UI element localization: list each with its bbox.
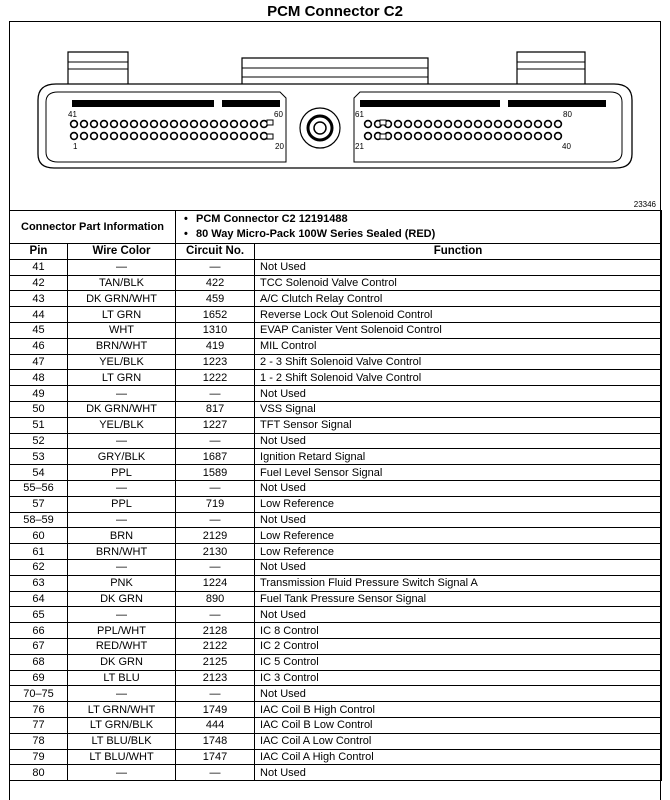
- pin-cavity: [91, 133, 98, 140]
- pin-cell: 77: [10, 717, 68, 733]
- pin-cavity: [151, 133, 158, 140]
- pin-cavity: [191, 121, 198, 128]
- wire-color-cell: BRN: [68, 528, 176, 544]
- table-row: [10, 465, 662, 481]
- pin-cavity: [465, 133, 472, 140]
- circuit-cell: 459: [176, 291, 255, 307]
- wire-color-cell: —: [68, 433, 176, 449]
- wire-color-cell: BRN/WHT: [68, 544, 176, 560]
- col-header-pin: Pin: [10, 244, 68, 260]
- function-cell: Reverse Lock Out Solenoid Control: [255, 307, 662, 323]
- table-row: [10, 575, 662, 591]
- table-row: [10, 591, 662, 607]
- table-row: [10, 654, 662, 670]
- pin-cell: 44: [10, 307, 68, 323]
- table-row: [10, 512, 662, 528]
- pin-cavity: [131, 121, 138, 128]
- table-row: [10, 528, 662, 544]
- pin-cavity: [261, 133, 268, 140]
- pin-cavity: [415, 121, 422, 128]
- pin-cavity: [555, 121, 562, 128]
- pin-cavity: [141, 121, 148, 128]
- table-row: [10, 370, 662, 386]
- table-row: [10, 354, 662, 370]
- pin-cell: 69: [10, 670, 68, 686]
- pin-cavity: [251, 121, 258, 128]
- function-cell: Fuel Level Sensor Signal: [255, 465, 662, 481]
- figure-number: 23346: [633, 200, 656, 209]
- function-cell: Not Used: [255, 512, 662, 528]
- circuit-cell: 1687: [176, 449, 255, 465]
- pin-cavity: [415, 133, 422, 140]
- function-cell: Not Used: [255, 765, 662, 781]
- wire-color-cell: LT GRN/WHT: [68, 702, 176, 718]
- pin-cell: 55–56: [10, 480, 68, 496]
- pin-cavity: [455, 133, 462, 140]
- pin-cell: 52: [10, 433, 68, 449]
- wire-color-cell: BRN/WHT: [68, 338, 176, 354]
- pin-cavity: [101, 121, 108, 128]
- pin-cavity: [435, 121, 442, 128]
- pin-cavity: [495, 121, 502, 128]
- function-cell: Not Used: [255, 607, 662, 623]
- wire-color-cell: —: [68, 512, 176, 528]
- pin-cell: 50: [10, 401, 68, 417]
- pin-label-20: 20: [275, 142, 284, 151]
- pin-cavity: [71, 121, 78, 128]
- pin-cell: 45: [10, 322, 68, 338]
- circuit-cell: 1749: [176, 702, 255, 718]
- pin-cavity: [141, 133, 148, 140]
- table-row: [10, 291, 662, 307]
- pin-cavity: [405, 133, 412, 140]
- pin-cavity: [515, 133, 522, 140]
- pin-cell: 65: [10, 607, 68, 623]
- pin-cavity: [405, 121, 412, 128]
- table-row: [10, 749, 662, 765]
- function-cell: Ignition Retard Signal: [255, 449, 662, 465]
- function-cell: IC 5 Control: [255, 654, 662, 670]
- pin-cell: 79: [10, 749, 68, 765]
- pin-label-61: 61: [355, 110, 364, 119]
- table-header-row: [10, 244, 662, 260]
- function-cell: Low Reference: [255, 496, 662, 512]
- pin-cell: 54: [10, 465, 68, 481]
- left-keying-bar: [72, 100, 214, 107]
- pin-cavity: [81, 121, 88, 128]
- circuit-cell: 1652: [176, 307, 255, 323]
- pin-cell: 76: [10, 702, 68, 718]
- wire-color-cell: —: [68, 259, 176, 275]
- wire-color-cell: —: [68, 559, 176, 575]
- function-cell: Not Used: [255, 259, 662, 275]
- pin-cell: 46: [10, 338, 68, 354]
- pin-cavity: [475, 133, 482, 140]
- pin-cell: 66: [10, 623, 68, 639]
- wire-color-cell: LT GRN/BLK: [68, 717, 176, 733]
- pin-cell: 78: [10, 733, 68, 749]
- table-row: [10, 733, 662, 749]
- table-row: [10, 307, 662, 323]
- table-row: [10, 702, 662, 718]
- function-cell: TCC Solenoid Valve Control: [255, 275, 662, 291]
- wire-color-cell: RED/WHT: [68, 638, 176, 654]
- pinout-table: [9, 210, 662, 781]
- circuit-cell: —: [176, 607, 255, 623]
- function-cell: IAC Coil B High Control: [255, 702, 662, 718]
- pin-cavity: [365, 133, 372, 140]
- pin-cavity: [71, 133, 78, 140]
- function-cell: MIL Control: [255, 338, 662, 354]
- pin-cavity: [151, 121, 158, 128]
- pin-cavity: [505, 133, 512, 140]
- pin-cavity: [121, 121, 128, 128]
- table-row: [10, 623, 662, 639]
- table-row: [10, 638, 662, 654]
- pin-cavity: [445, 121, 452, 128]
- pin-label-41: 41: [68, 110, 77, 119]
- pin-cavity: [231, 133, 238, 140]
- wire-color-cell: LT BLU/BLK: [68, 733, 176, 749]
- pin-cavity: [241, 133, 248, 140]
- wire-color-cell: TAN/BLK: [68, 275, 176, 291]
- circuit-cell: —: [176, 386, 255, 402]
- pin-cell: 62: [10, 559, 68, 575]
- wire-color-cell: DK GRN/WHT: [68, 401, 176, 417]
- pin-cell: 47: [10, 354, 68, 370]
- circuit-cell: 2123: [176, 670, 255, 686]
- function-cell: Transmission Fluid Pressure Switch Signal A: [255, 575, 662, 591]
- pin-cavity: [111, 121, 118, 128]
- pin-cell: 61: [10, 544, 68, 560]
- pin-cavity: [395, 133, 402, 140]
- table-row: [10, 686, 662, 702]
- circuit-cell: 719: [176, 496, 255, 512]
- right-latch-tab: [517, 52, 585, 84]
- wire-color-cell: LT BLU/WHT: [68, 749, 176, 765]
- pin-cell: 63: [10, 575, 68, 591]
- pin-cavity: [181, 121, 188, 128]
- pin-cavity: [91, 121, 98, 128]
- wire-color-cell: WHT: [68, 322, 176, 338]
- part-number: PCM Connector C2 12191488: [196, 213, 348, 225]
- circuit-cell: 444: [176, 717, 255, 733]
- circuit-cell: 1224: [176, 575, 255, 591]
- pin-cavity: [445, 133, 452, 140]
- pin-cavity: [535, 121, 542, 128]
- pin-cavity: [171, 121, 178, 128]
- function-cell: Low Reference: [255, 544, 662, 560]
- function-cell: EVAP Canister Vent Solenoid Control: [255, 322, 662, 338]
- circuit-cell: —: [176, 559, 255, 575]
- pin-cavity: [525, 133, 532, 140]
- pin-cell: 53: [10, 449, 68, 465]
- table-row: [10, 338, 662, 354]
- wire-color-cell: —: [68, 386, 176, 402]
- table-row: [10, 259, 662, 275]
- pin-cavity: [101, 133, 108, 140]
- wire-color-cell: PPL: [68, 465, 176, 481]
- pin-cavity: [211, 121, 218, 128]
- pin-cavity: [221, 133, 228, 140]
- circuit-cell: —: [176, 480, 255, 496]
- pin-cavity: [161, 121, 168, 128]
- function-cell: IAC Coil B Low Control: [255, 717, 662, 733]
- pin-cavity: [395, 121, 402, 128]
- pin-cavity: [201, 121, 208, 128]
- connector-description: 80 Way Micro-Pack 100W Series Sealed (RED): [196, 228, 436, 240]
- pin-cavity: [111, 133, 118, 140]
- pin-cell: 67: [10, 638, 68, 654]
- function-cell: 2 - 3 Shift Solenoid Valve Control: [255, 354, 662, 370]
- pin-cavity: [485, 121, 492, 128]
- wire-color-cell: PNK: [68, 575, 176, 591]
- pin-cell: 64: [10, 591, 68, 607]
- circuit-cell: 2130: [176, 544, 255, 560]
- pin-cavity: [221, 121, 228, 128]
- pin-cavity: [515, 121, 522, 128]
- pin-cavity: [425, 121, 432, 128]
- pin-cavity: [455, 121, 462, 128]
- circuit-cell: 817: [176, 401, 255, 417]
- table-row: [10, 386, 662, 402]
- function-cell: VSS Signal: [255, 401, 662, 417]
- function-cell: Low Reference: [255, 528, 662, 544]
- wire-color-cell: YEL/BLK: [68, 354, 176, 370]
- circuit-cell: 1310: [176, 322, 255, 338]
- pin-cavity: [545, 133, 552, 140]
- left-latch-tab: [68, 52, 128, 84]
- function-cell: IC 8 Control: [255, 623, 662, 639]
- wire-color-cell: DK GRN: [68, 654, 176, 670]
- table-row: [10, 433, 662, 449]
- function-cell: Not Used: [255, 686, 662, 702]
- pin-cell: 49: [10, 386, 68, 402]
- pin-cavity: [425, 133, 432, 140]
- wire-color-cell: YEL/BLK: [68, 417, 176, 433]
- col-header-function: Function: [255, 244, 662, 260]
- function-cell: Not Used: [255, 480, 662, 496]
- pin-cavity: [191, 133, 198, 140]
- table-row: [10, 401, 662, 417]
- circuit-cell: 419: [176, 338, 255, 354]
- circuit-cell: 890: [176, 591, 255, 607]
- table-row: [10, 417, 662, 433]
- pin-cavity: [525, 121, 532, 128]
- pin-cavity: [251, 133, 258, 140]
- wire-color-cell: —: [68, 686, 176, 702]
- wire-color-cell: LT GRN: [68, 307, 176, 323]
- pin-cavity: [201, 133, 208, 140]
- connector-diagram: [10, 22, 660, 210]
- table-row: [10, 544, 662, 560]
- table-row: [10, 717, 662, 733]
- function-cell: IC 3 Control: [255, 670, 662, 686]
- wire-color-cell: GRY/BLK: [68, 449, 176, 465]
- function-cell: Not Used: [255, 559, 662, 575]
- wire-color-cell: —: [68, 480, 176, 496]
- center-lock-tab: [242, 58, 428, 84]
- table-row: [10, 496, 662, 512]
- function-cell: Not Used: [255, 386, 662, 402]
- pin-cavity: [181, 133, 188, 140]
- wire-color-cell: PPL: [68, 496, 176, 512]
- pin-cell: 43: [10, 291, 68, 307]
- table-row: [10, 449, 662, 465]
- circuit-cell: 2128: [176, 623, 255, 639]
- pin-label-1: 1: [73, 142, 78, 151]
- wire-color-cell: LT BLU: [68, 670, 176, 686]
- pin-cavity: [505, 121, 512, 128]
- function-cell: Fuel Tank Pressure Sensor Signal: [255, 591, 662, 607]
- circuit-cell: 422: [176, 275, 255, 291]
- pin-cavity: [81, 133, 88, 140]
- circuit-cell: 1589: [176, 465, 255, 481]
- pin-cavity: [535, 133, 542, 140]
- wire-color-cell: —: [68, 607, 176, 623]
- pin-cavity: [241, 121, 248, 128]
- table-row: [10, 322, 662, 338]
- circuit-cell: 1223: [176, 354, 255, 370]
- circuit-cell: —: [176, 259, 255, 275]
- pin-cell: 57: [10, 496, 68, 512]
- pin-cavity: [261, 121, 268, 128]
- pin-cell: 48: [10, 370, 68, 386]
- pin-cell: 70–75: [10, 686, 68, 702]
- pin-cell: 80: [10, 765, 68, 781]
- pin-cell: 58–59: [10, 512, 68, 528]
- table-row: [10, 607, 662, 623]
- pin-cavity: [465, 121, 472, 128]
- pin-cavity: [121, 133, 128, 140]
- table-row: [10, 670, 662, 686]
- circuit-cell: —: [176, 686, 255, 702]
- pin-cavity: [131, 133, 138, 140]
- function-cell: Not Used: [255, 433, 662, 449]
- circuit-cell: —: [176, 765, 255, 781]
- function-cell: 1 - 2 Shift Solenoid Valve Control: [255, 370, 662, 386]
- pin-cavity: [161, 133, 168, 140]
- wire-color-cell: LT GRN: [68, 370, 176, 386]
- pin-cell: 51: [10, 417, 68, 433]
- pin-label-60: 60: [274, 110, 283, 119]
- function-cell: TFT Sensor Signal: [255, 417, 662, 433]
- pin-cavity: [495, 133, 502, 140]
- pin-cavity: [171, 133, 178, 140]
- pin-cavity: [545, 121, 552, 128]
- table-row: [10, 275, 662, 291]
- function-cell: IAC Coil A Low Control: [255, 733, 662, 749]
- circuit-cell: —: [176, 433, 255, 449]
- wire-color-cell: —: [68, 765, 176, 781]
- table-row: [10, 480, 662, 496]
- pin-cavity: [211, 133, 218, 140]
- part-info-details: • PCM Connector C2 12191488 • 80 Way Micro-Pack 100W Series Sealed (RED): [176, 211, 662, 244]
- function-cell: IC 2 Control: [255, 638, 662, 654]
- pin-cell: 41: [10, 259, 68, 275]
- wire-color-cell: DK GRN: [68, 591, 176, 607]
- table-row: [10, 559, 662, 575]
- pin-cavity: [365, 121, 372, 128]
- pin-cavity: [435, 133, 442, 140]
- circuit-cell: 1227: [176, 417, 255, 433]
- page-title: PCM Connector C2: [267, 3, 403, 20]
- pin-cell: 42: [10, 275, 68, 291]
- pin-cavity: [555, 133, 562, 140]
- part-info-heading: Connector Part Information: [10, 211, 176, 244]
- wire-color-cell: DK GRN/WHT: [68, 291, 176, 307]
- part-info-row: [10, 211, 662, 244]
- circuit-cell: 1748: [176, 733, 255, 749]
- circuit-cell: 2122: [176, 638, 255, 654]
- pin-label-21: 21: [355, 142, 364, 151]
- pin-cell: 60: [10, 528, 68, 544]
- pin-label-80: 80: [563, 110, 572, 119]
- table-row: [10, 765, 662, 781]
- col-header-wire-color: Wire Color: [68, 244, 176, 260]
- function-cell: A/C Clutch Relay Control: [255, 291, 662, 307]
- pin-cavity: [231, 121, 238, 128]
- circuit-cell: 1222: [176, 370, 255, 386]
- wire-color-cell: PPL/WHT: [68, 623, 176, 639]
- col-header-circuit: Circuit No.: [176, 244, 255, 260]
- circuit-cell: 2129: [176, 528, 255, 544]
- pin-cell: 68: [10, 654, 68, 670]
- right-keying-bar: [360, 100, 500, 107]
- function-cell: IAC Coil A High Control: [255, 749, 662, 765]
- pin-label-40: 40: [562, 142, 571, 151]
- circuit-cell: —: [176, 512, 255, 528]
- pin-cavity: [475, 121, 482, 128]
- circuit-cell: 2125: [176, 654, 255, 670]
- circuit-cell: 1747: [176, 749, 255, 765]
- pin-cavity: [485, 133, 492, 140]
